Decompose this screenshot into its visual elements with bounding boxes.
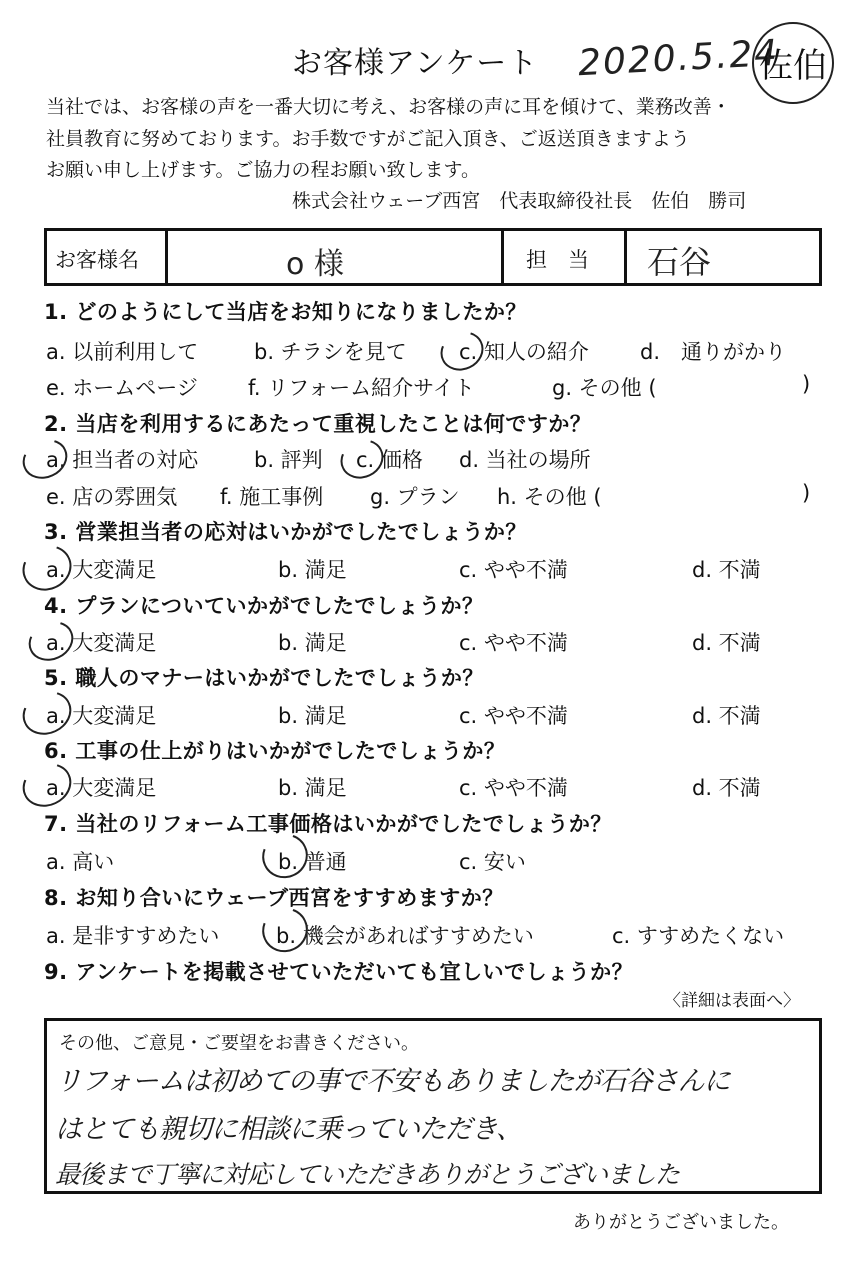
q7-option-c[interactable]: c. 安い	[459, 850, 526, 874]
staff-label: 担 当	[526, 248, 589, 272]
comment-line-1: リフォームは初めての事で不安もありましたが石谷さんに	[55, 1066, 730, 1097]
q2-option-d[interactable]: d. 当社の場所	[459, 448, 591, 472]
q4-option-c[interactable]: c. やや不満	[459, 631, 568, 655]
intro-line-1: 当社では、お客様の声を一番大切に考え、お客様の声に耳を傾けて、業務改善・	[46, 96, 731, 118]
q3-option-d[interactable]: d. 不満	[692, 558, 761, 582]
q1-option-e[interactable]: e. ホームページ	[46, 376, 198, 400]
company-signature: 株式会社ウェーブ西宮 代表取締役社長 佐伯 勝司	[292, 190, 747, 212]
question-6: 6. 工事の仕上がりはいかがでしたでしょうか？	[44, 739, 506, 763]
comments-prompt: その他、ご意見・ご要望をお書きください。	[59, 1033, 419, 1054]
question-5: 5. 職人のマナーはいかがでしたでしょうか？	[44, 666, 484, 690]
q2-option-a[interactable]: a. 担当者の対応	[46, 448, 199, 472]
comment-line-3: 最後まで丁寧に対応していただきありがとうございました	[55, 1160, 680, 1189]
q6-option-b[interactable]: b. 満足	[278, 776, 347, 800]
intro-line-3: お願い申し上げます。ご協力の程お願い致します。	[46, 159, 480, 181]
q5-option-a[interactable]: a. 大変満足	[46, 704, 157, 728]
q1-option-b[interactable]: b. チラシを見て	[254, 340, 407, 364]
q4-selection-mark	[22, 614, 80, 668]
q5-option-c[interactable]: c. やや不満	[459, 704, 568, 728]
q1-option-c[interactable]: c. 知人の紹介	[459, 340, 589, 364]
q4-option-a[interactable]: a. 大変満足	[46, 631, 157, 655]
question-2: 2. 当店を利用するにあたって重視したことは何ですか？	[44, 412, 592, 436]
q2-selection-mark-c	[334, 432, 390, 485]
customer-name-label: お客様名	[55, 248, 139, 272]
q7-option-a[interactable]: a. 高い	[46, 850, 115, 874]
q6-option-c[interactable]: c. やや不満	[459, 776, 568, 800]
q1-option-g[interactable]: g. その他 (	[552, 376, 657, 400]
q5-selection-mark	[15, 683, 78, 742]
q2-option-e[interactable]: e. 店の雰囲気	[46, 485, 178, 509]
q1-selection-mark	[434, 324, 490, 377]
thank-you-text: ありがとうございました。	[573, 1212, 789, 1233]
q3-option-b[interactable]: b. 満足	[278, 558, 347, 582]
question-4: 4. プランについていかがでしたでしょうか？	[44, 594, 484, 618]
q2-option-g[interactable]: g. プラン	[370, 485, 460, 509]
customer-info-box	[44, 228, 822, 286]
q5-option-d[interactable]: d. 不満	[692, 704, 761, 728]
q1-option-f[interactable]: f. リフォーム紹介サイト	[248, 376, 475, 400]
q8-option-c[interactable]: c. すすめたくない	[612, 924, 785, 948]
q1-other-close: )	[802, 372, 811, 396]
q2-option-b[interactable]: b. 評判	[254, 448, 323, 472]
q4-option-d[interactable]: d. 不満	[692, 631, 761, 655]
q8-option-a[interactable]: a. 是非すすめたい	[46, 924, 220, 948]
q1-option-a[interactable]: a. 以前利用して	[46, 340, 199, 364]
q6-option-a[interactable]: a. 大変満足	[46, 776, 157, 800]
seal-stamp-text: 佐伯	[759, 46, 827, 86]
customer-name-field[interactable]	[168, 231, 504, 283]
survey-title: お客様アンケート	[292, 46, 539, 81]
q8-option-b[interactable]: b. 機会があればすすめたい	[276, 924, 534, 948]
question-9: 9. アンケートを掲載させていただいても宜しいでしょうか？	[44, 960, 634, 984]
customer-name-label-cell	[47, 231, 168, 283]
q3-option-c[interactable]: c. やや不満	[459, 558, 568, 582]
q2-option-h[interactable]: h. その他 (	[497, 485, 602, 509]
q4-option-b[interactable]: b. 満足	[278, 631, 347, 655]
staff-label-cell	[504, 231, 627, 283]
q7-option-b[interactable]: b. 普通	[278, 850, 347, 874]
question-7: 7. 当社のリフォーム工事価格はいかがでしたでしょうか？	[44, 812, 612, 836]
q5-option-b[interactable]: b. 満足	[278, 704, 347, 728]
staff-value: 石谷	[647, 243, 712, 281]
q6-option-d[interactable]: d. 不満	[692, 776, 761, 800]
question-1: 1. どのようにして当店をお知りになりましたか？	[44, 300, 527, 324]
question-8: 8. お知り合いにウェーブ西宮をすすめますか？	[44, 886, 504, 910]
customer-name-value: o 様	[286, 247, 344, 282]
q3-option-a[interactable]: a. 大変満足	[46, 558, 157, 582]
q1-option-d[interactable]: d. 通りがかり	[640, 340, 787, 364]
intro-line-2: 社員教育に努めております。お手数ですがご記入頂き、ご返送頂きますよう	[46, 128, 690, 150]
comments-box[interactable]	[44, 1018, 822, 1194]
handwritten-date: 2020.5.24	[577, 32, 781, 85]
q2-option-f[interactable]: f. 施工事例	[220, 485, 324, 509]
q2-other-close: )	[802, 481, 811, 505]
staff-field[interactable]	[627, 231, 819, 283]
question-3: 3. 営業担当者の応対はいかがでしたでしょうか？	[44, 520, 527, 544]
q2-selection-mark-a	[16, 432, 74, 486]
see-front-note: 〈詳細は表面へ〉	[664, 991, 800, 1011]
seal-stamp	[752, 22, 834, 104]
comment-line-2: はとても親切に相談に乗っていただき、	[55, 1114, 522, 1145]
q2-option-c[interactable]: c. 価格	[356, 448, 423, 472]
